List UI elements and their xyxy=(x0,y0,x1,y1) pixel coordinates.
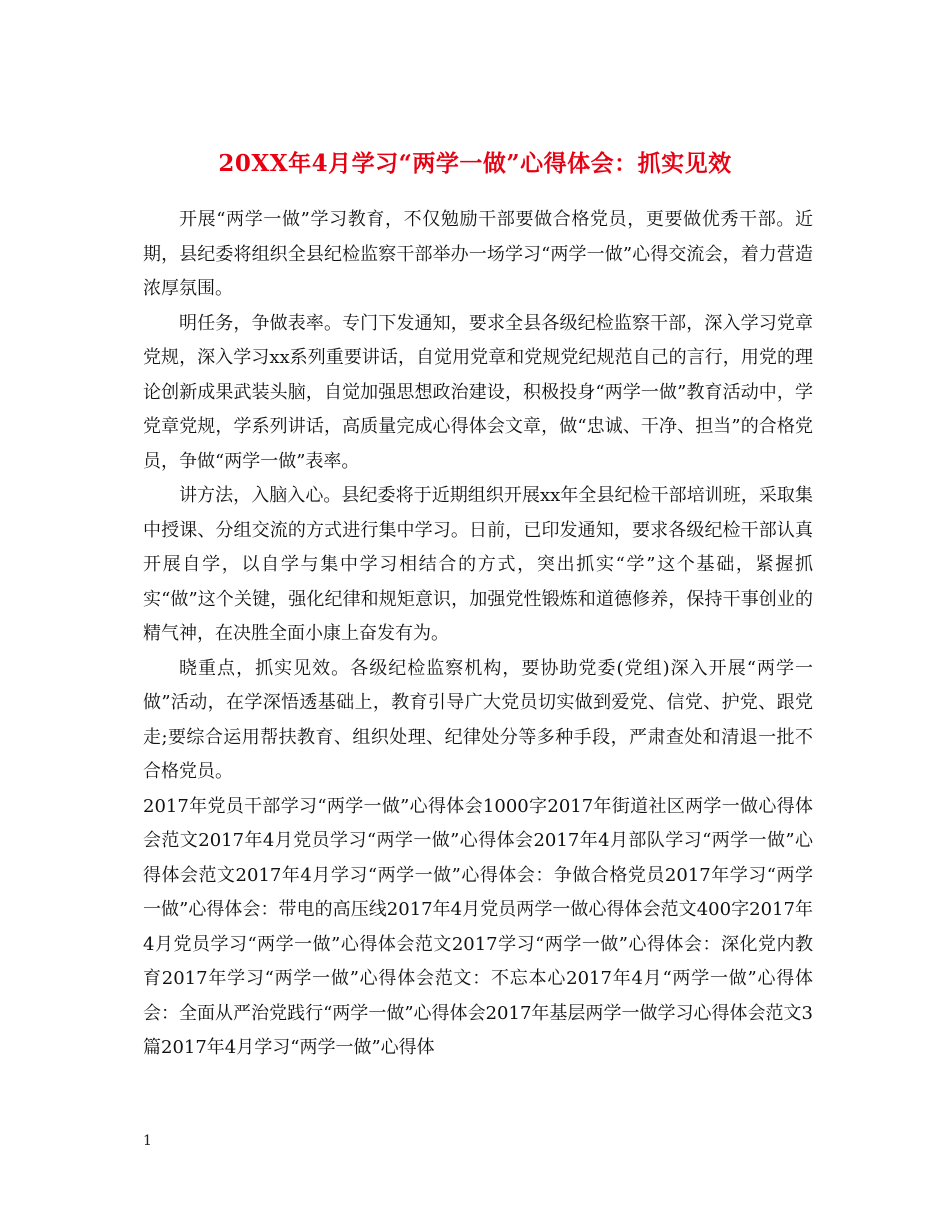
document-body xyxy=(143,203,813,1066)
paragraph-methods: 讲方法，入脑入心。县纪委将于近期组织开展xx年全县纪检干部培训班，采取集中授课、分组交流的方式进行集中学习。日前，已印发通知，要求各级纪检干部认真开展自学，以自学与集中学习相结合的方式，突出抓实“学”这个基础，紧握抓实“做”这个关键，强化纪律和规矩意识，加强党性锻炼和道德修养，保持干事创业的精气神，在决胜全面小康上奋发有为。 xyxy=(143,485,813,644)
document-title: 20XX年4月学习“两学一做”心得体会：抓实见效 xyxy=(218,150,732,178)
paragraph-intro: 开展“两学一做”学习教育，不仅勉励干部要做合格党员，更要做优秀干部。近期，县纪委将组织全县纪检监察干部举办一场学习“两学一做”心得交流会，着力营造浓厚氛围。 xyxy=(143,209,813,299)
page-number: 1 xyxy=(143,1133,152,1149)
paragraph-focus: 晓重点，抓实见效。各级纪检监察机构，要协助党委(党组)深入开展“两学一做”活动，在学深悟透基础上，教育引导广大党员切实做到爱党、信党、护党、跟党走;要综合运用帮扶教育、组织处理、纪律处分等多种手段，严肃查处和清退一批不合格党员。 xyxy=(143,657,813,782)
paragraph-tasks: 明任务，争做表率。专门下发通知，要求全县各级纪检监察干部，深入学习党章党规，深入学习xx系列重要讲话，自觉用党章和党规党纪规范自己的言行，用党的理论创新成果武装头脑，自觉加强思想政治建设，积极投身“两学一做”教育活动中，学党章党规，学系列讲话，高质量完成心得体会文章，做“忠诚、干净、担当”的合格党员，争做“两学一做”表率。 xyxy=(143,312,813,472)
related-articles-list: 2017年党员干部学习“两学一做”心得体会1000字2017年街道社区两学一做心得体会范文2017年4月党员学习“两学一做”心得体会2017年4月部队学习“两学一做”心得体会范文2017年4月学习“两学一做”心得体会：争做合格党员2017年学习“两学一做”心得体会：带电的高压线2017年4月党员两学一做心得体会范文400字2017年4月党员学习“两学一做”心得体会范文2017学习“两学一做”心得体会：深化党内教育2017年学习“两学一做”心得体会范文：不忘本心2017年4月“两学一做”心得体会：全面从严治党践行“两学一做”心得体会2017年基层两学一做学习心得体会范文3篇2017年4月学习“两学一做”心得体 xyxy=(143,795,813,1058)
